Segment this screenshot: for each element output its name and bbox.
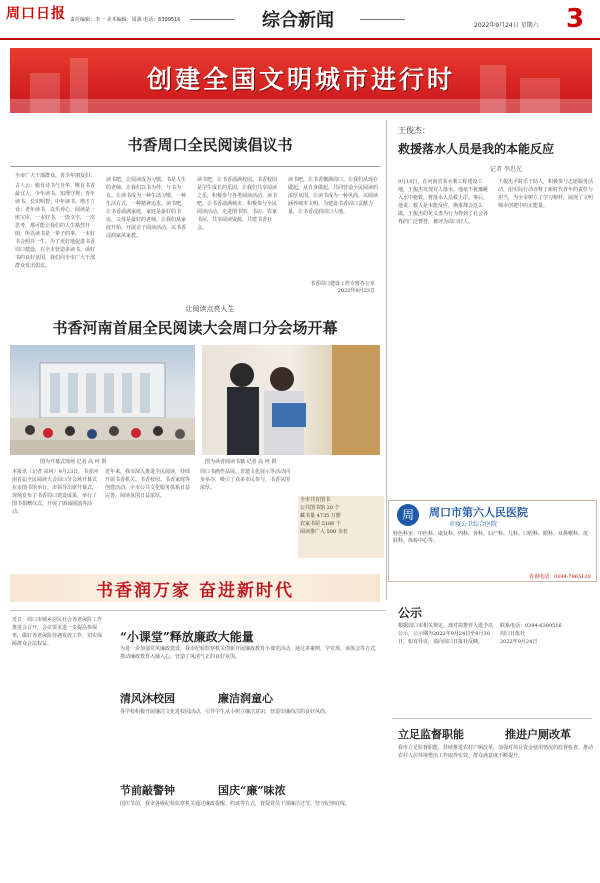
feature2-text: 为进一步加强党风廉政建设，我市纪检监察机关创新开展廉政教育小课堂活动，通过讲案例、学党规、谈体会等方式，推动廉政教育入脑入心，营造了风清气正的良好氛围。 xyxy=(120,646,381,660)
subhead-4: 国庆“廉”味浓 xyxy=(218,784,286,797)
subhead-6: 推进户厕改革 xyxy=(505,728,571,741)
photo-caption-1: 图为开幕式现场 记者 高 珂 摄 xyxy=(40,459,107,465)
banner-ribbon xyxy=(10,99,592,113)
stats-line: 阅读推广人 500 余名 xyxy=(300,529,348,535)
feature-column-1: 9月10日，在河南省某水利工程建设工地，王俊杰发现有人落水，他毫不犹豫跳入水中施救，将落水人员救上岸。事后，他说：救人是本能反应，换谁都会这么做。王俊杰的见义勇为行为得到了社会各界的广泛赞誉，被评为周口好人。 xyxy=(398,179,489,225)
hospital-logo: 周 xyxy=(397,504,419,526)
page-number: 3 xyxy=(566,4,585,34)
section-divider-left xyxy=(190,19,235,20)
feature-headline: 救援落水人员是我的本能反应 xyxy=(398,142,555,156)
hospital-subtitle: 市疫公卫综合医院 xyxy=(449,521,498,528)
notice-column-1: 根据周口市相关规定，现对拟推荐人选予以公示，公示期为2022年9月24日至9月30日，如有异议，请向周口日报社反映。 xyxy=(398,623,494,645)
hospital-departments: 特色科室：中医科、康复科、内科、外科、妇产科、儿科、口腔科、眼科、耳鼻喉科、皮肤科、体检中心等。 xyxy=(393,531,589,544)
proposal-divider xyxy=(10,166,380,167)
hospital-ad xyxy=(388,500,597,582)
notice-title: 公示 xyxy=(398,606,423,620)
stats-line: 藏书量 4735 万册 xyxy=(300,513,341,519)
notice-column-2: 联系电话：0394-6399516 周口日报社 2022年9月24日 xyxy=(500,623,562,645)
library-building-illustration xyxy=(10,345,195,455)
photo-caption-2: 图为读者阅读书籍 记者 高 珂 摄 xyxy=(205,459,277,465)
hospital-ad-header xyxy=(389,501,596,529)
reading-column-1: 本报讯（记者 高珂）9月23日，书香河南首届全民阅读大会周口分会场开幕式在市图书馆举行。市领导出席开幕式，现场发布了书香周口建设成果，举行了图书捐赠仪式，开展了朗诵展演等活动。 xyxy=(12,469,99,515)
editor-info: 责任编辑：李一 美术编辑：周源 电话：6399516 xyxy=(70,17,181,23)
opening-ceremony-photo xyxy=(10,345,195,455)
subhead-2: 廉洁润童心 xyxy=(218,692,273,705)
subhead-5: 立足监督职能 xyxy=(398,728,464,741)
subhead-text-2: 国庆节前，我市各级纪检监察机关通过廉政提醒、约谈等方式，督促党员干部廉洁过节，坚守纪律底线。 xyxy=(120,801,351,807)
section-divider-right xyxy=(360,19,405,20)
stats-title: 全市共有图书 xyxy=(300,497,331,503)
proposal-column-1: 古人云：腹有诗书气自华。唯有书香最宜人，少年读书，知理守规；青年读书，长识明智；中年读书，增才立业；老年读书，以乐养心。阅读是一座宝库，一本好书，一段文字，一次思考，都可能让我们的人生豁然开朗，所以读书是一辈子的事，一本好书会照亮一生。为了更好地促进书香周口建设，在全市营造多读书、读好书的良好氛围，我们向全市广大干部群众发出倡议。 xyxy=(15,183,96,269)
slogan-banner xyxy=(10,574,380,602)
proposal-signature: 书香周口建设工作专班办公室 2022年9月23日 xyxy=(309,281,375,294)
slogan-text: 书香润万家 奋进新时代 xyxy=(96,581,294,601)
proposal-column-3: 读书吧，让书香溢满校园。书香校园是学生成长的乐园，让我们共享阅读之乐，积极参与各类阅读活动。读书吧，让书香溢满城市。积极参与全民阅读活动，走进图书馆、书店、农家书屋，共享阅读资源，共建书香社会。 xyxy=(197,177,278,231)
reading-headline: 书香河南首届全民阅读大会周口分会场开幕 xyxy=(52,319,338,337)
subhead-3: 节前敲警钟 xyxy=(120,784,175,797)
hospital-name: 周口市第六人民医院 xyxy=(429,506,528,519)
reading-column-2: 近年来，我市深入推进全民阅读，持续开展书香机关、书香校园、书香家庭等创建活动，全市公共文化服务体系日益完善，阅读氛围日益浓厚。 xyxy=(105,469,191,499)
subhead-text-3: 我市立足监督职能，持续推进农村户厕改革，加强对项目资金使用情况的监督检查，推动农村人居环境整治工作取得实效，群众满意度不断提升。 xyxy=(398,745,593,759)
hospital-phone: 咨询电话：0394-7865120 xyxy=(529,574,591,580)
stats-line: 公共图书馆 20 个 xyxy=(300,505,340,511)
page-header xyxy=(0,0,600,40)
readers-illustration xyxy=(202,345,380,455)
proposal-column-4: 读书吧，让书香飘满周口。让我们从现在做起，从自身做起，共同营造全民阅读的浓厚氛围，让读书成为一种风尚，以阅读涵养城市文明，为建设书香周口贡献力量，让书香浸润周口大地。 xyxy=(288,177,378,215)
bottom-column-1: 近日，周口市城乡居民社会养老保险工作推进会召开，会议要求进一步提高参保率，做好养老保险待遇发放工作，切实保障群众合法权益。 xyxy=(12,617,103,647)
feature-column-2: 王俊杰平时乐于助人，积极参与志愿服务活动，用实际行动诠释了新时代青年的责任与担当，为全市树立了学习榜样，展现了文明城市创建中的正能量。 xyxy=(498,179,593,209)
reader-photo xyxy=(202,345,380,455)
proposal-headline: 书香周口全民阅读倡议书 xyxy=(127,136,293,154)
bottom-divider xyxy=(10,610,386,611)
feature-byline: 记者 李思光 xyxy=(490,166,522,173)
reading-column-3: 周口书画作品展、非遗文化展示等活动同步举办，吸引了众多市民参与，书香氛围浓厚。 xyxy=(200,469,291,491)
newspaper-logo: 周口日报 xyxy=(6,6,66,22)
subhead-1: 清风沐校园 xyxy=(120,692,175,705)
feature-headline-2: “小课堂”释放廉政大能量 xyxy=(120,630,254,644)
right-bottom-divider xyxy=(392,718,592,719)
subhead-text-1: 各学校积极开展廉洁文化进校园活动，引导学生从小树立廉洁意识，营造崇廉尚洁的良好风尚。 xyxy=(120,709,331,715)
column-divider xyxy=(386,120,387,600)
issue-date: 2022年9月24日 星期六 xyxy=(474,22,539,29)
reading-kicker: 让阅读点亮人生 xyxy=(185,305,235,313)
civilization-banner xyxy=(10,48,592,113)
section-title: 综合新闻 xyxy=(262,10,334,31)
stats-line: 农家书屋 5186 个 xyxy=(300,521,341,527)
banner-title: 创建全国文明城市进行时 xyxy=(146,65,455,94)
proposal-salutation: 全市广大干部群众、青少年朋友们： xyxy=(15,173,96,179)
feature-kicker: 王俊杰： xyxy=(398,126,430,135)
library-stats-box xyxy=(298,496,384,558)
proposal-column-2: 读书吧，让阅读成为习惯。书是人生的老师，让我们以书为伴，与书为友。让读书成为一种生活习惯，一种生活方式，一种精神追求。读书吧，让书香溢满家庭。家庭是最好的书房，父母是最好的老师，让我们从家庭开始，开展亲子阅读活动，以书香浸润家风家教。 xyxy=(106,177,187,239)
